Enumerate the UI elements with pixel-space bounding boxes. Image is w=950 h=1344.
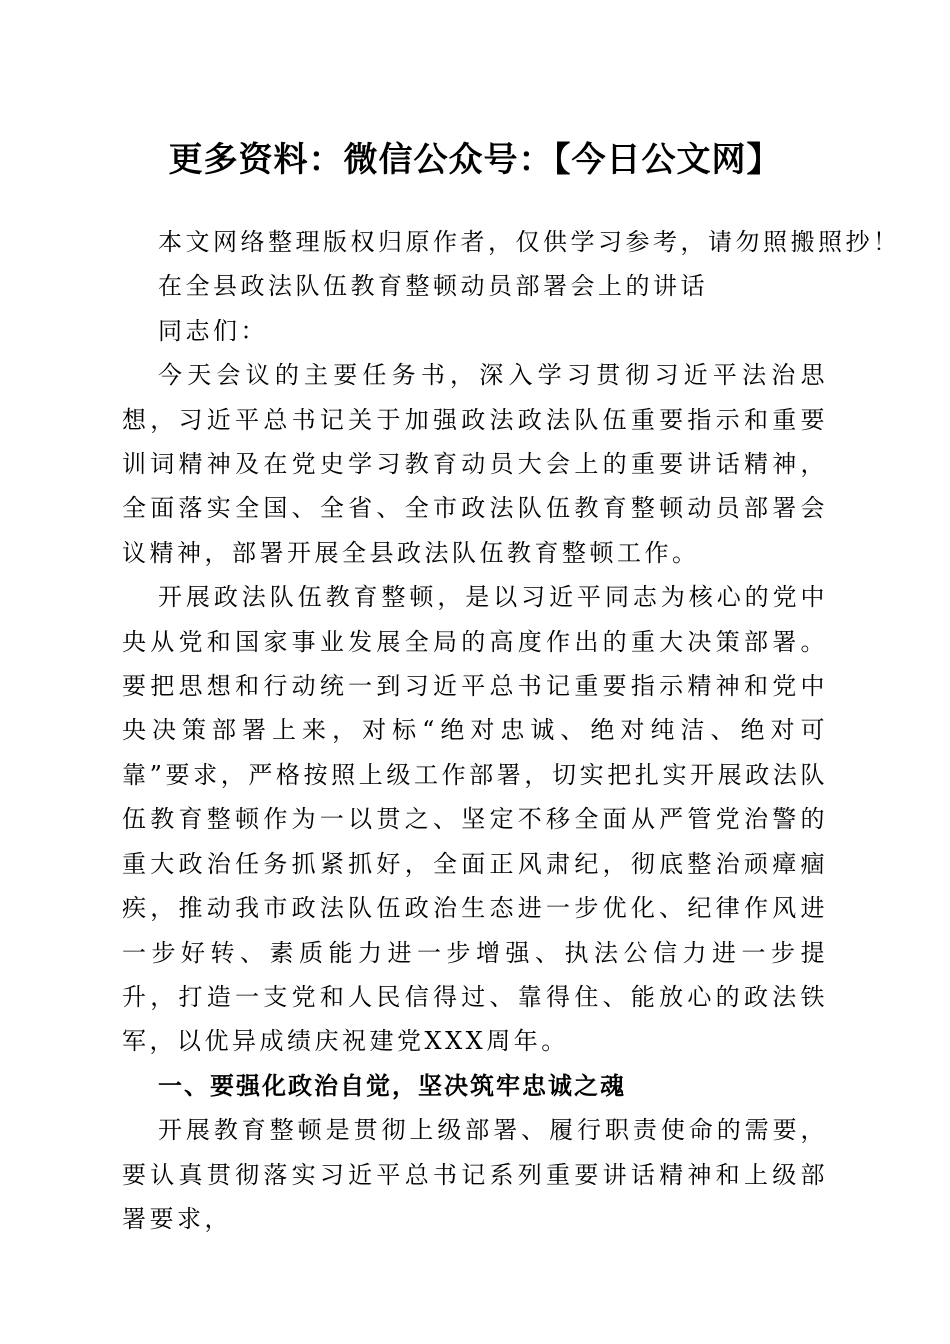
- document-body: [122, 220, 901, 1241]
- salutation: 同志们：: [158, 316, 268, 345]
- header-title: 更多资料：微信公众号：【今日公文网】: [168, 140, 782, 180]
- paragraph-2: 开展政法队伍教育整顿，是以习近平同志为核心的党中央从党和国家事业发展全局的高度作出的重大决策部署。要把思想和行动统一到习近平总书记重要指示精神和党中央决策部署上来，对标“绝对忠诚、绝对纯洁、绝对可靠”要求，严格按照上级工作部署，切实把扎实开展政法队伍教育整顿作为一以贯之、坚定不移全面从严管党治警的重大政治任务抓紧抓好，全面正风肃纪，彻底整治顽瘴痼疾，推动我市政法队伍政治生态进一步优化、纪律作风进一步好转、素质能力进一步增强、执法公信力进一步提升，打造一支党和人民信得过、靠得住、能放心的政法铁军，以优异成绩庆祝建党XXX周年。: [122, 583, 828, 1056]
- section-1-heading: 一、要强化政治自觉，坚决筑牢忠诚之魂: [158, 1071, 626, 1100]
- paragraph-1: 今天会议的主要任务书，深入学习贯彻习近平法治思想，习近平总书记关于加强政法政法队伍重要指示和重要训词精神及在党史学习教育动员大会上的重要讲话精神，全面落实全国、全省、全市政法队伍教育整顿动员部署会议精神，部署开展全县政法队伍教育整顿工作。: [122, 361, 828, 567]
- copyright-notice: 本文网络整理版权归原作者，仅供学习参考，请勿照搬照抄！: [158, 228, 901, 256]
- speech-title: 在全县政法队伍教育整顿动员部署会上的讲话: [158, 272, 708, 301]
- paragraph-3: 开展教育整顿是贯彻上级部署、履行职责使命的需要，要认真贯彻落实习近平总书记系列重要讲话精神和上级部署要求，: [122, 1116, 828, 1233]
